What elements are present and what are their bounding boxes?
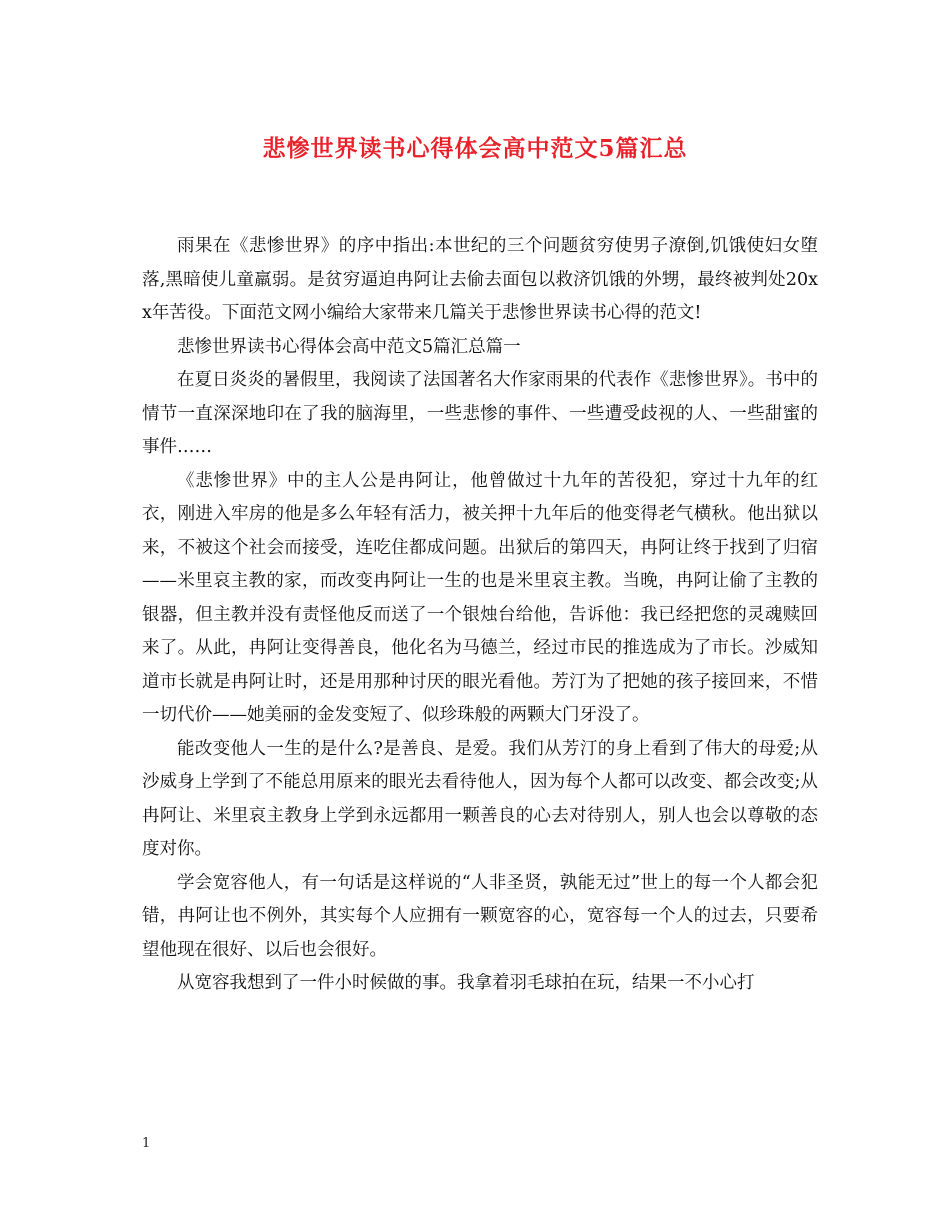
document-title: 悲惨世界读书心得体会高中范文5篇汇总 (262, 135, 688, 162)
document-body (142, 230, 818, 1001)
paragraph: 在夏日炎炎的暑假里，我阅读了法国著名大作家雨果的代表作《悲惨世界》。书中的情节一直深深地印在了我的脑海里，一些悲惨的事件、一些遭受歧视的人、一些甜蜜的事件…… (142, 370, 818, 457)
paragraph-section-heading: 悲惨世界读书心得体会高中范文5篇汇总篇一 (177, 336, 521, 357)
paragraph: 《悲惨世界》中的主人公是冉阿让，他曾做过十九年的苦役犯，穿过十九年的红衣，刚进入牢房的他是多么年轻有活力，被关押十九年后的他变得老气横秋。他出狱以来，不被这个社会而接受，连吃住都成问题。出狱后的第四天，冉阿让终于找到了归宿——米里哀主教的家，而改变冉阿让一生的也是米里哀主教。当晚，冉阿让偷了主教的银器，但主教并没有责怪他反而送了一个银烛台给他，告诉他：我已经把您的灵魂赎回来了。从此，冉阿让变得善良，他化名为马德兰，经过市民的推选成为了市长。沙威知道市长就是冉阿让时，还是用那种讨厌的眼光看他。芳汀为了把她的孩子接回来，不惜一切代价——她美丽的金发变短了、似珍珠般的两颗大门牙没了。 (142, 470, 818, 725)
paragraph-intro: 雨果在《悲惨世界》的序中指出:本世纪的三个问题贫穷使男子潦倒,饥饿使妇女堕落,黑暗使儿童羸弱。是贫穷逼迫冉阿让去偷去面包以救济饥饿的外甥，最终被判处20xx年苦役。下面范文网小编给大家带来几篇关于悲惨世界读书心得的范文! (142, 236, 818, 323)
paragraph: 能改变他人一生的是什么?是善良、是爱。我们从芳汀的身上看到了伟大的母爱;从沙威身上学到了不能总用原来的眼光去看待他人，因为每个人都可以改变、都会改变;从冉阿让、米里哀主教身上学到永远都用一颗善良的心去对待别人，别人也会以尊敬的态度对你。 (142, 738, 818, 859)
page-number: 1 (142, 1136, 151, 1151)
paragraph: 学会宽容他人，有一句话是这样说的“人非圣贤，孰能无过”世上的每一个人都会犯错，冉阿让也不例外，其实每个人应拥有一颗宽容的心，宽容每一个人的过去，只要希望他现在很好、以后也会很好。 (142, 872, 818, 960)
paragraph: 从宽容我想到了一件小时候做的事。我拿着羽毛球拍在玩，结果一不小心打 (177, 973, 755, 993)
